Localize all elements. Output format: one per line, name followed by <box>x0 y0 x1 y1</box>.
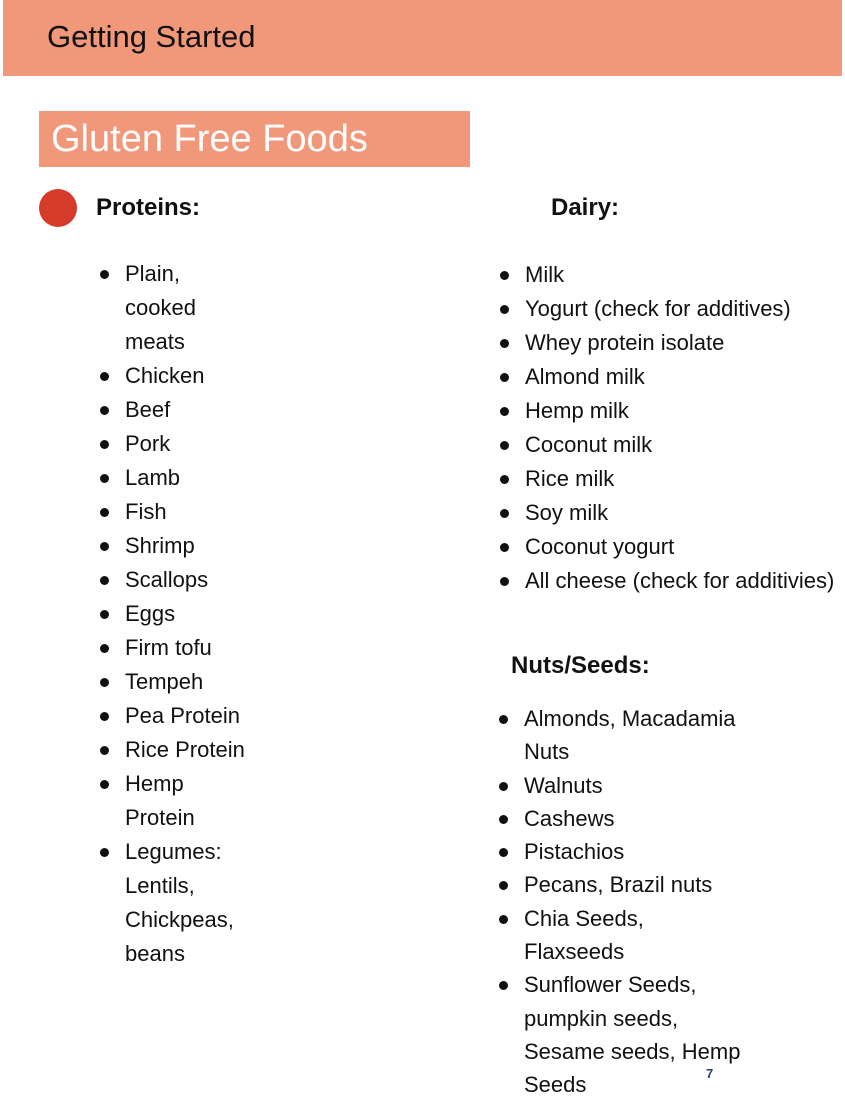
list-item: Legumes: Lentils, Chickpeas, beans <box>98 835 248 971</box>
header-title: Getting Started <box>47 19 256 54</box>
list-item: Pea Protein <box>98 699 248 733</box>
nuts-seeds-list <box>497 702 747 1102</box>
list-item: Coconut yogurt <box>498 530 843 564</box>
list-item: Pecans, Brazil nuts <box>497 868 747 901</box>
dairy-heading: Dairy: <box>551 194 620 221</box>
list-item: Shrimp <box>98 529 248 563</box>
proteins-list <box>98 257 248 971</box>
list-item: Scallops <box>98 563 248 597</box>
header-bar <box>3 0 842 76</box>
section-banner <box>39 111 470 167</box>
proteins-heading: Proteins: <box>96 194 201 221</box>
list-item: Hemp Protein <box>98 767 248 835</box>
list-item: Chicken <box>98 359 248 393</box>
list-item: Cashews <box>497 802 747 835</box>
list-item: Plain, cooked meats <box>98 257 248 359</box>
list-item: Almond milk <box>498 360 843 394</box>
dairy-list <box>498 258 843 598</box>
nuts-seeds-heading: Nuts/Seeds: <box>511 652 650 679</box>
list-item: Firm tofu <box>98 631 248 665</box>
list-item: Soy milk <box>498 496 843 530</box>
list-item: All cheese (check for additivies) <box>498 564 843 598</box>
list-item: Yogurt (check for additives) <box>498 292 843 326</box>
list-item: Hemp milk <box>498 394 843 428</box>
red-circle-icon <box>39 189 77 227</box>
list-item: Whey protein isolate <box>498 326 843 360</box>
list-item: Rice Protein <box>98 733 248 767</box>
list-item: Coconut milk <box>498 428 843 462</box>
list-item: Rice milk <box>498 462 843 496</box>
page-number: 7 <box>706 1066 714 1081</box>
list-item: Pistachios <box>497 835 747 868</box>
list-item: Lamb <box>98 461 248 495</box>
list-item: Chia Seeds, Flaxseeds <box>497 902 747 969</box>
list-item: Milk <box>498 258 843 292</box>
list-item: Tempeh <box>98 665 248 699</box>
list-item: Almonds, Macadamia Nuts <box>497 702 747 769</box>
list-item: Fish <box>98 495 248 529</box>
list-item: Eggs <box>98 597 248 631</box>
section-title: Gluten Free Foods <box>51 118 368 160</box>
list-item: Beef <box>98 393 248 427</box>
list-item: Walnuts <box>497 769 747 802</box>
list-item: Pork <box>98 427 248 461</box>
list-item: Sunflower Seeds, pumpkin seeds, Sesame seeds, Hemp Seeds <box>497 968 747 1101</box>
